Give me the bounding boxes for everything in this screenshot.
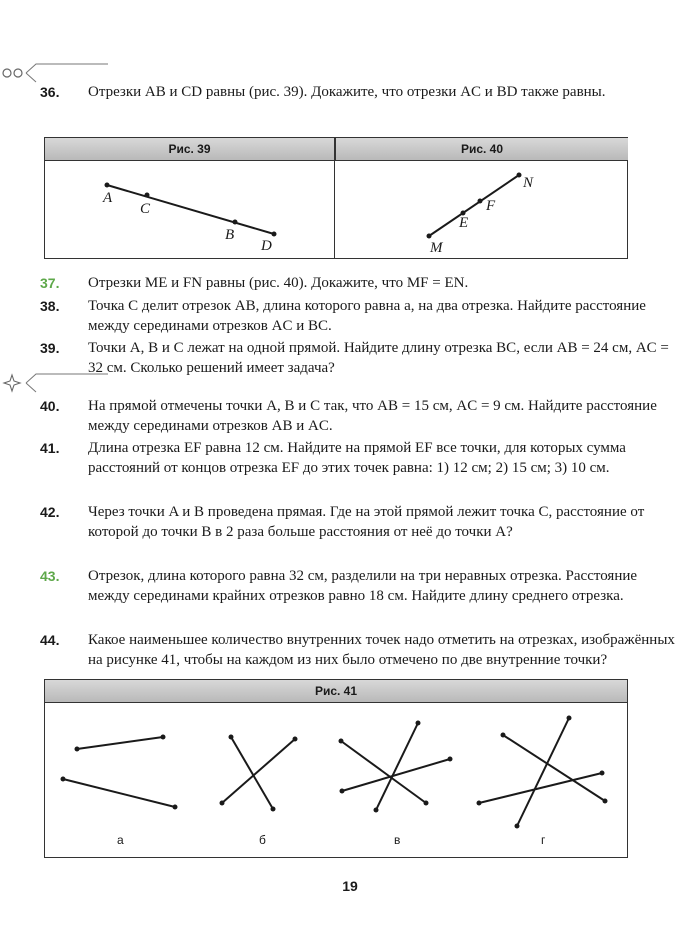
endpoint — [374, 808, 379, 813]
label-d: D — [261, 238, 272, 254]
label-b: B — [225, 227, 235, 243]
figure-40 — [335, 161, 627, 258]
segment-b2 — [222, 739, 295, 803]
problem-37 — [40, 273, 680, 293]
figure-39-title: Рис. 39 — [45, 138, 334, 161]
problem-39 — [40, 338, 680, 378]
figure-40-title: Рис. 40 — [335, 138, 628, 161]
point-a — [105, 183, 110, 188]
endpoint — [340, 789, 345, 794]
problem-number: 43. — [40, 568, 60, 584]
problem-number: 36. — [40, 84, 60, 100]
segment-b1 — [231, 737, 273, 809]
problem-41 — [40, 438, 680, 478]
endpoint — [339, 739, 344, 744]
problem-number: 37. — [40, 275, 60, 291]
point-d — [272, 232, 277, 237]
endpoint — [229, 735, 234, 740]
endpoint — [603, 799, 608, 804]
endpoint — [567, 716, 572, 721]
problem-42 — [40, 502, 680, 542]
problem-number: 38. — [40, 298, 60, 314]
endpoint — [424, 801, 429, 806]
problem-number: 39. — [40, 340, 60, 356]
problem-text: Через точки A и B проведена прямая. Где на этой прямой лежит точка C, расстояние от которой до точки B в 2 раза больше расстояния от неё до точки A? — [88, 504, 645, 540]
endpoint — [293, 737, 298, 742]
problem-38 — [40, 296, 680, 336]
problem-text: Длина отрезка EF равна 12 см. Найдите на прямой EF все точки, для которых сумма расстояний от концов отрезка EF до этих точек равна: 1) 12 см; 2) 15 см; 3) 10 см. — [88, 440, 626, 476]
segment-ad — [107, 185, 274, 234]
endpoint — [515, 824, 520, 829]
label-a: A — [103, 190, 113, 206]
segment-v3 — [342, 759, 450, 791]
sublabel-v: в — [394, 833, 401, 847]
double-circle-marker-icon — [0, 62, 110, 84]
label-c: C — [140, 201, 151, 217]
problem-text: Точка C делит отрезок AB, длина которого равна a, на два отрезка. Найдите расстояние между серединами отрезков AC и BC. — [88, 298, 646, 334]
problem-number: 40. — [40, 398, 60, 414]
segment-v2 — [376, 723, 418, 810]
endpoint — [501, 733, 506, 738]
point-m — [427, 234, 432, 239]
problem-text: Отрезки AB и CD равны (рис. 39). Докажите, что отрезки AC и BD также равны. — [88, 84, 606, 100]
label-f: F — [486, 198, 496, 214]
endpoint — [220, 801, 225, 806]
page-number: 19 — [342, 878, 358, 894]
segment-a2 — [63, 779, 175, 807]
problem-text: Точки A, B и C лежат на одной прямой. Найдите длину отрезка BC, если AB = 24 см, AC = 32 см. Сколько решений имеет задача? — [88, 340, 669, 376]
point-c — [145, 193, 150, 198]
label-e: E — [459, 215, 469, 231]
sublabel-b: б — [259, 833, 266, 847]
point-f — [478, 199, 483, 204]
endpoint — [75, 747, 80, 752]
figure-41 — [45, 703, 627, 857]
problem-40 — [40, 396, 680, 436]
segment-mn — [429, 175, 519, 236]
problem-number: 41. — [40, 440, 60, 456]
endpoint — [61, 777, 66, 782]
segment-g1 — [503, 735, 605, 801]
segment-a1 — [77, 737, 163, 749]
problem-text: Отрезок, длина которого равна 32 см, разделили на три неравных отрезка. Расстояние между серединами крайних отрезков равно 18 см. Найдите длину среднего отрезка. — [88, 568, 638, 604]
problem-text: Отрезки ME и FN равны (рис. 40). Докажите, что MF = EN. — [88, 275, 469, 291]
problem-44 — [40, 630, 680, 670]
problem-number: 42. — [40, 504, 60, 520]
sublabel-g: г — [541, 833, 546, 847]
point-b — [233, 220, 238, 225]
figure-41-title: Рис. 41 — [45, 680, 627, 703]
figure-41-box — [44, 679, 628, 858]
endpoint — [448, 757, 453, 762]
endpoint — [161, 735, 166, 740]
point-n — [517, 173, 522, 178]
problem-36 — [40, 82, 680, 102]
endpoint — [600, 771, 605, 776]
endpoint — [271, 807, 276, 812]
problem-text: На прямой отмечены точки A, B и C так, что AB = 15 см, AC = 9 см. Найдите расстояние между серединами отрезков AB и AC. — [88, 398, 657, 434]
figure-39 — [45, 161, 334, 258]
endpoint — [477, 801, 482, 806]
problem-number: 44. — [40, 632, 60, 648]
sublabel-a: а — [117, 833, 124, 847]
figure-39-40-box — [44, 137, 628, 259]
problem-43 — [40, 566, 680, 606]
label-n: N — [523, 175, 534, 191]
problem-text: Какое наименьшее количество внутренних точек надо отметить на отрезках, изображённых на рисунке 41, чтобы на каждом из них было отмечено по две внутренние точки? — [88, 632, 675, 668]
endpoint — [173, 805, 178, 810]
endpoint — [416, 721, 421, 726]
label-m: M — [430, 240, 443, 256]
